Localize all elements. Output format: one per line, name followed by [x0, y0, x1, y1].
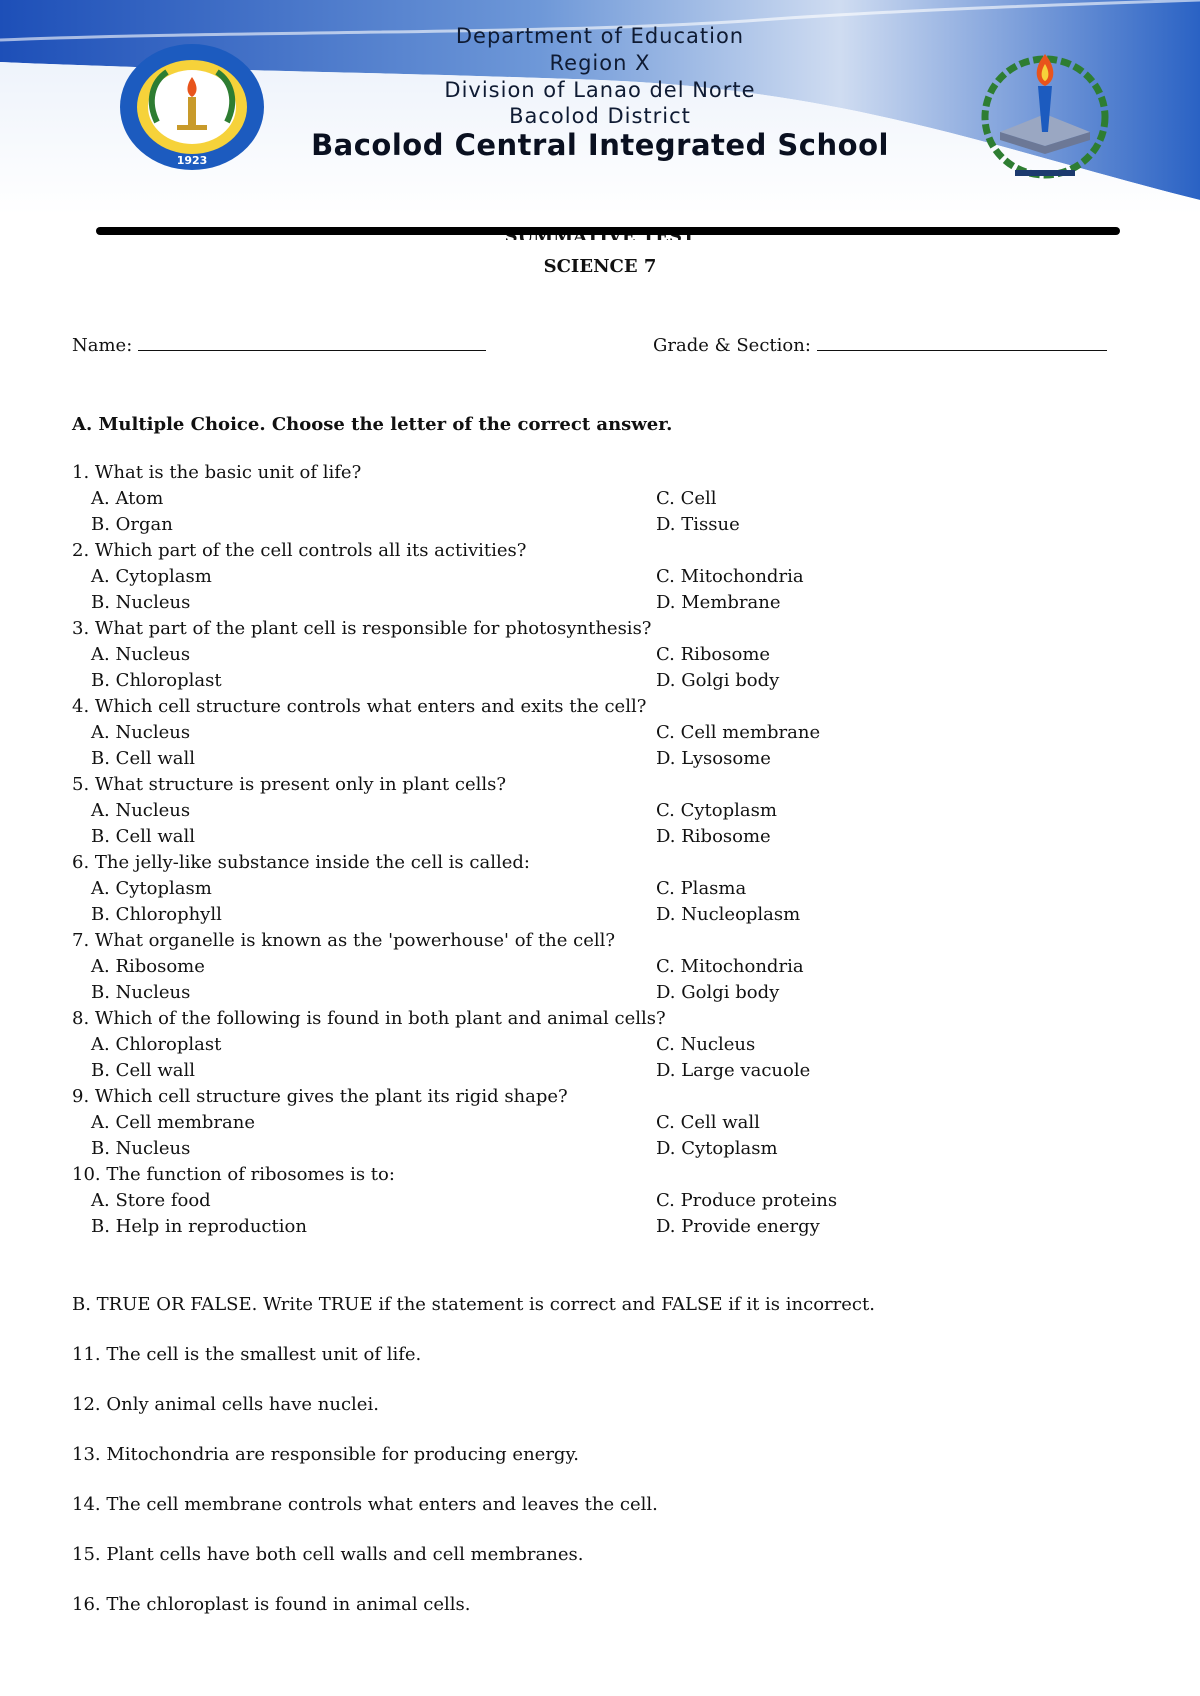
question-6-option[interactable]: C. Plasma — [656, 878, 747, 899]
name-field — [72, 335, 486, 356]
question-4-option[interactable]: D. Lysosome — [656, 748, 771, 769]
question-6: 6. The jelly-like substance inside the cell is called: — [72, 852, 530, 873]
grade-section-blank[interactable] — [817, 349, 1107, 351]
true-false-item: 11. The cell is the smallest unit of life. — [72, 1344, 422, 1365]
true-false-item: 13. Mitochondria are responsible for producing energy. — [72, 1444, 579, 1465]
question-5-option[interactable]: B. Cell wall — [91, 826, 195, 847]
question-4-option[interactable]: C. Cell membrane — [656, 722, 821, 743]
question-7-option[interactable]: D. Golgi body — [656, 982, 780, 1003]
question-4-option[interactable]: A. Nucleus — [91, 722, 191, 743]
question-2-option[interactable]: D. Membrane — [656, 592, 781, 613]
header-line-department: Department of Education — [455, 24, 745, 48]
question-3-option[interactable]: C. Ribosome — [656, 644, 771, 665]
seal-year: 1923 — [176, 154, 208, 167]
true-false-item: 15. Plant cells have both cell walls and cell membranes. — [72, 1544, 584, 1565]
question-4: 4. Which cell structure controls what enters and exits the cell? — [72, 696, 647, 717]
name-label: Name: — [72, 335, 133, 356]
name-blank[interactable] — [138, 349, 486, 351]
question-7-option[interactable]: C. Mitochondria — [656, 956, 804, 977]
question-7-option[interactable]: A. Ribosome — [91, 956, 205, 977]
question-6-option[interactable]: D. Nucleoplasm — [656, 904, 801, 925]
question-5-option[interactable]: A. Nucleus — [91, 800, 191, 821]
question-9-option[interactable]: A. Cell membrane — [91, 1112, 255, 1133]
question-8-option[interactable]: A. Chloroplast — [91, 1034, 222, 1055]
header-line-district: Bacolod District — [509, 104, 691, 128]
question-1-option[interactable]: C. Cell — [656, 488, 717, 509]
question-6-option[interactable]: B. Chlorophyll — [91, 904, 222, 925]
question-10: 10. The function of ribosomes is to: — [72, 1164, 395, 1185]
question-5: 5. What structure is present only in plant cells? — [72, 774, 507, 795]
part-a-heading: A. Multiple Choice. Choose the letter of the correct answer. — [72, 414, 673, 435]
question-8-option[interactable]: D. Large vacuole — [656, 1060, 811, 1081]
question-7-option[interactable]: B. Nucleus — [91, 982, 191, 1003]
question-1-option[interactable]: D. Tissue — [656, 514, 740, 535]
question-3-option[interactable]: A. Nucleus — [91, 644, 191, 665]
question-9-option[interactable]: D. Cytoplasm — [656, 1138, 778, 1159]
test-subject: SCIENCE 7 — [543, 256, 657, 277]
true-false-item: 12. Only animal cells have nuclei. — [72, 1394, 379, 1415]
header-line-division: Division of Lanao del Norte — [444, 78, 756, 102]
question-7: 7. What organelle is known as the 'powerhouse' of the cell? — [72, 930, 616, 951]
question-2-option[interactable]: B. Nucleus — [91, 592, 191, 613]
question-4-option[interactable]: B. Cell wall — [91, 748, 195, 769]
school-name: Bacolod Central Integrated School — [311, 128, 889, 162]
question-8-option[interactable]: C. Nucleus — [656, 1034, 756, 1055]
question-5-option[interactable]: C. Cytoplasm — [656, 800, 777, 821]
question-10-option[interactable]: C. Produce proteins — [656, 1190, 838, 1211]
question-10-option[interactable]: A. Store food — [91, 1190, 211, 1211]
question-1-option[interactable]: B. Organ — [91, 514, 173, 535]
question-10-option[interactable]: D. Provide energy — [656, 1216, 820, 1237]
question-3-option[interactable]: D. Golgi body — [656, 670, 780, 691]
question-1: 1. What is the basic unit of life? — [72, 462, 362, 483]
question-10-option[interactable]: B. Help in reproduction — [91, 1216, 307, 1237]
question-8-option[interactable]: B. Cell wall — [91, 1060, 195, 1081]
true-false-item: 16. The chloroplast is found in animal cells. — [72, 1594, 471, 1615]
question-1-option[interactable]: A. Atom — [91, 488, 164, 509]
question-2: 2. Which part of the cell controls all its activities? — [72, 540, 527, 561]
question-9: 9. Which cell structure gives the plant its rigid shape? — [72, 1086, 568, 1107]
grade-section-field — [653, 335, 1107, 356]
question-2-option[interactable]: A. Cytoplasm — [91, 566, 212, 587]
question-2-option[interactable]: C. Mitochondria — [656, 566, 804, 587]
header-divider — [96, 227, 1120, 235]
grade-section-label: Grade & Section: — [653, 335, 811, 356]
question-9-option[interactable]: B. Nucleus — [91, 1138, 191, 1159]
question-3-option[interactable]: B. Chloroplast — [91, 670, 222, 691]
question-8: 8. Which of the following is found in both plant and animal cells? — [72, 1008, 666, 1029]
header-line-region: Region X — [549, 51, 651, 75]
question-5-option[interactable]: D. Ribosome — [656, 826, 771, 847]
question-3: 3. What part of the plant cell is responsible for photosynthesis? — [72, 618, 652, 639]
true-false-item: 14. The cell membrane controls what enters and leaves the cell. — [72, 1494, 658, 1515]
part-b-heading: B. TRUE OR FALSE. Write TRUE if the statement is correct and FALSE if it is incorrect. — [72, 1294, 875, 1315]
question-9-option[interactable]: C. Cell wall — [656, 1112, 760, 1133]
question-6-option[interactable]: A. Cytoplasm — [91, 878, 212, 899]
